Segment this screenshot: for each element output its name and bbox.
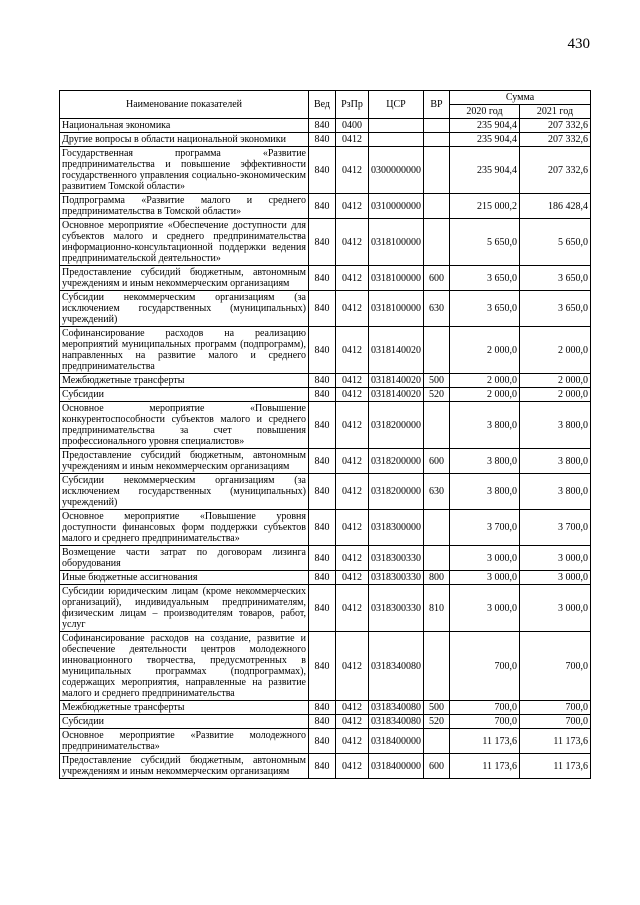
cell-vr [424,632,450,701]
cell-rzpr: 0412 [336,632,369,701]
cell-name: Подпрограмма «Развитие малого и среднего предпринимательства в Томской области» [60,194,309,219]
cell-sum-2020: 2 000,0 [450,374,520,388]
cell-sum-2020: 3 700,0 [450,510,520,546]
cell-name: Государственная программа «Развитие предпринимательства и повышение эффективности государственного управления социально-экономическим развитием Томской области» [60,147,309,194]
cell-rzpr: 0412 [336,571,369,585]
page-number: 430 [567,36,590,52]
cell-vr [424,327,450,374]
cell-sum-2020: 5 650,0 [450,219,520,266]
cell-vr: 500 [424,374,450,388]
cell-name: Софинансирование расходов на реализацию мероприятий муниципальных программ (подпрограмм), направленных на развитие малого и среднего предпринимательства [60,327,309,374]
cell-rzpr: 0412 [336,585,369,632]
cell-rzpr: 0412 [336,374,369,388]
cell-sum-2021: 3 000,0 [520,571,591,585]
cell-sum-2021: 207 332,6 [520,133,591,147]
cell-ved: 840 [309,754,336,779]
cell-sum-2020: 3 650,0 [450,291,520,327]
cell-name: Субсидии некоммерческим организациям (за исключением государственных (муниципальных) учреждений) [60,474,309,510]
cell-sum-2020: 700,0 [450,715,520,729]
cell-csr: 0318200000 [369,402,424,449]
cell-ved: 840 [309,449,336,474]
cell-csr: 0318300330 [369,546,424,571]
table-row [60,219,591,266]
cell-sum-2020: 2 000,0 [450,327,520,374]
cell-rzpr: 0412 [336,546,369,571]
cell-vr: 600 [424,266,450,291]
cell-name: Другие вопросы в области национальной экономики [60,133,309,147]
table-row [60,632,591,701]
cell-ved: 840 [309,474,336,510]
cell-ved: 840 [309,388,336,402]
cell-rzpr: 0412 [336,266,369,291]
cell-csr: 0318340080 [369,701,424,715]
cell-sum-2020: 700,0 [450,701,520,715]
cell-vr [424,194,450,219]
table-row [60,701,591,715]
table-row [60,291,591,327]
cell-sum-2021: 700,0 [520,632,591,701]
cell-name: Субсидии [60,388,309,402]
cell-rzpr: 0400 [336,119,369,133]
cell-sum-2020: 235 904,4 [450,147,520,194]
cell-vr [424,729,450,754]
cell-sum-2020: 11 173,6 [450,729,520,754]
cell-csr: 0318100000 [369,266,424,291]
cell-name: Софинансирование расходов на создание, развитие и обеспечение деятельности центров молодежного инновационного творчества, предусмотренных в муниципальных программах (подпрограммах), содержащих мероприятия, направленные на развитие малого и среднего предпринимательства [60,632,309,701]
cell-name: Национальная экономика [60,119,309,133]
cell-rzpr: 0412 [336,388,369,402]
cell-csr: 0318340080 [369,715,424,729]
cell-csr: 0310000000 [369,194,424,219]
cell-vr: 810 [424,585,450,632]
table-row [60,474,591,510]
cell-vr [424,133,450,147]
table-row [60,571,591,585]
cell-vr [424,546,450,571]
cell-sum-2021: 3 800,0 [520,449,591,474]
cell-ved: 840 [309,402,336,449]
cell-rzpr: 0412 [336,510,369,546]
cell-sum-2021: 2 000,0 [520,327,591,374]
table-row [60,266,591,291]
cell-rzpr: 0412 [336,474,369,510]
cell-sum-2021: 207 332,6 [520,147,591,194]
cell-sum-2021: 700,0 [520,701,591,715]
cell-rzpr: 0412 [336,729,369,754]
cell-csr [369,133,424,147]
table-body [60,119,591,779]
cell-ved: 840 [309,266,336,291]
cell-ved: 840 [309,546,336,571]
header-year-2021: 2021 год [520,105,591,119]
cell-sum-2020: 3 000,0 [450,571,520,585]
table-row [60,327,591,374]
cell-rzpr: 0412 [336,402,369,449]
cell-ved: 840 [309,585,336,632]
cell-csr: 0318300330 [369,571,424,585]
cell-sum-2020: 3 000,0 [450,585,520,632]
cell-csr: 0318400000 [369,754,424,779]
cell-vr: 600 [424,754,450,779]
cell-ved: 840 [309,219,336,266]
cell-sum-2021: 11 173,6 [520,754,591,779]
cell-sum-2020: 3 000,0 [450,546,520,571]
cell-rzpr: 0412 [336,194,369,219]
cell-ved: 840 [309,510,336,546]
cell-sum-2020: 11 173,6 [450,754,520,779]
table-row [60,402,591,449]
cell-sum-2021: 2 000,0 [520,388,591,402]
cell-sum-2021: 3 650,0 [520,291,591,327]
cell-rzpr: 0412 [336,701,369,715]
cell-vr: 500 [424,701,450,715]
cell-vr: 630 [424,474,450,510]
cell-name: Субсидии некоммерческим организациям (за исключением государственных (муниципальных) учреждений) [60,291,309,327]
header-name: Наименование показателей [60,91,309,119]
cell-sum-2020: 3 800,0 [450,449,520,474]
cell-vr: 520 [424,388,450,402]
cell-vr: 800 [424,571,450,585]
cell-ved: 840 [309,632,336,701]
cell-name: Межбюджетные трансферты [60,701,309,715]
cell-name: Предоставление субсидий бюджетным, автономным учреждениям и иным некоммерческим организациям [60,449,309,474]
cell-rzpr: 0412 [336,133,369,147]
cell-sum-2021: 3 700,0 [520,510,591,546]
cell-sum-2020: 3 650,0 [450,266,520,291]
cell-ved: 840 [309,729,336,754]
cell-ved: 840 [309,571,336,585]
cell-vr [424,219,450,266]
cell-vr [424,510,450,546]
cell-csr: 0318200000 [369,474,424,510]
header-vr: ВР [424,91,450,119]
table-row [60,729,591,754]
table-row [60,388,591,402]
cell-csr: 0318400000 [369,729,424,754]
cell-name: Предоставление субсидий бюджетным, автономным учреждениям и иным некоммерческим организациям [60,754,309,779]
cell-sum-2021: 700,0 [520,715,591,729]
cell-sum-2021: 186 428,4 [520,194,591,219]
cell-name: Основное мероприятие «Повышение конкурентоспособности субъектов малого и среднего предпринимательства за счет повышения профессионального уровня специалистов» [60,402,309,449]
cell-sum-2020: 215 000,2 [450,194,520,219]
cell-vr [424,119,450,133]
cell-csr [369,119,424,133]
cell-name: Субсидии юридическим лицам (кроме некоммерческих организаций), индивидуальным предпринимателям, физическим лицам – производителям товаров, работ, услуг [60,585,309,632]
cell-name: Возмещение части затрат по договорам лизинга оборудования [60,546,309,571]
cell-sum-2020: 3 800,0 [450,474,520,510]
cell-sum-2020: 700,0 [450,632,520,701]
table-row [60,546,591,571]
cell-sum-2020: 2 000,0 [450,388,520,402]
cell-rzpr: 0412 [336,219,369,266]
cell-rzpr: 0412 [336,147,369,194]
cell-csr: 0318300000 [369,510,424,546]
cell-rzpr: 0412 [336,291,369,327]
cell-ved: 840 [309,119,336,133]
header-ved: Вед [309,91,336,119]
header-rzpr: РзПр [336,91,369,119]
cell-name: Межбюджетные трансферты [60,374,309,388]
cell-sum-2021: 11 173,6 [520,729,591,754]
cell-sum-2021: 5 650,0 [520,219,591,266]
header-sum: Сумма [450,91,591,105]
cell-sum-2020: 3 800,0 [450,402,520,449]
cell-csr: 0318200000 [369,449,424,474]
table-row [60,147,591,194]
cell-name: Основное мероприятие «Повышение уровня доступности финансовых форм поддержки субъектов малого и среднего предпринимательства» [60,510,309,546]
cell-name: Иные бюджетные ассигнования [60,571,309,585]
table-row [60,449,591,474]
cell-ved: 840 [309,147,336,194]
cell-sum-2021: 3 000,0 [520,585,591,632]
cell-name: Субсидии [60,715,309,729]
cell-csr: 0318300330 [369,585,424,632]
cell-sum-2021: 3 000,0 [520,546,591,571]
table-row [60,119,591,133]
table-row [60,194,591,219]
cell-vr [424,402,450,449]
cell-name: Основное мероприятие «Развитие молодежного предпринимательства» [60,729,309,754]
cell-csr: 0318140020 [369,388,424,402]
cell-sum-2021: 3 650,0 [520,266,591,291]
cell-ved: 840 [309,133,336,147]
cell-vr: 600 [424,449,450,474]
cell-csr: 0318140020 [369,374,424,388]
cell-rzpr: 0412 [336,449,369,474]
budget-table [59,90,591,779]
cell-vr [424,147,450,194]
cell-rzpr: 0412 [336,327,369,374]
cell-name: Основное мероприятие «Обеспечение доступности для субъектов малого и среднего предпринимательства информационно-консультационной поддержки ведения предпринимательской деятельности» [60,219,309,266]
table-row [60,715,591,729]
cell-ved: 840 [309,374,336,388]
cell-sum-2021: 3 800,0 [520,474,591,510]
table-header [60,91,591,119]
cell-vr: 630 [424,291,450,327]
cell-csr: 0318100000 [369,291,424,327]
cell-ved: 840 [309,715,336,729]
cell-ved: 840 [309,701,336,715]
cell-csr: 0318100000 [369,219,424,266]
header-csr: ЦСР [369,91,424,119]
cell-csr: 0300000000 [369,147,424,194]
cell-ved: 840 [309,291,336,327]
table-row [60,133,591,147]
table-row [60,374,591,388]
cell-sum-2021: 2 000,0 [520,374,591,388]
cell-csr: 0318340080 [369,632,424,701]
cell-vr: 520 [424,715,450,729]
table-row [60,754,591,779]
cell-csr: 0318140020 [369,327,424,374]
cell-rzpr: 0412 [336,715,369,729]
header-year-2020: 2020 год [450,105,520,119]
table-row [60,510,591,546]
cell-sum-2020: 235 904,4 [450,119,520,133]
cell-sum-2021: 207 332,6 [520,119,591,133]
cell-ved: 840 [309,194,336,219]
cell-name: Предоставление субсидий бюджетным, автономным учреждениям и иным некоммерческим организациям [60,266,309,291]
cell-ved: 840 [309,327,336,374]
cell-sum-2020: 235 904,4 [450,133,520,147]
cell-rzpr: 0412 [336,754,369,779]
table-row [60,585,591,632]
cell-sum-2021: 3 800,0 [520,402,591,449]
